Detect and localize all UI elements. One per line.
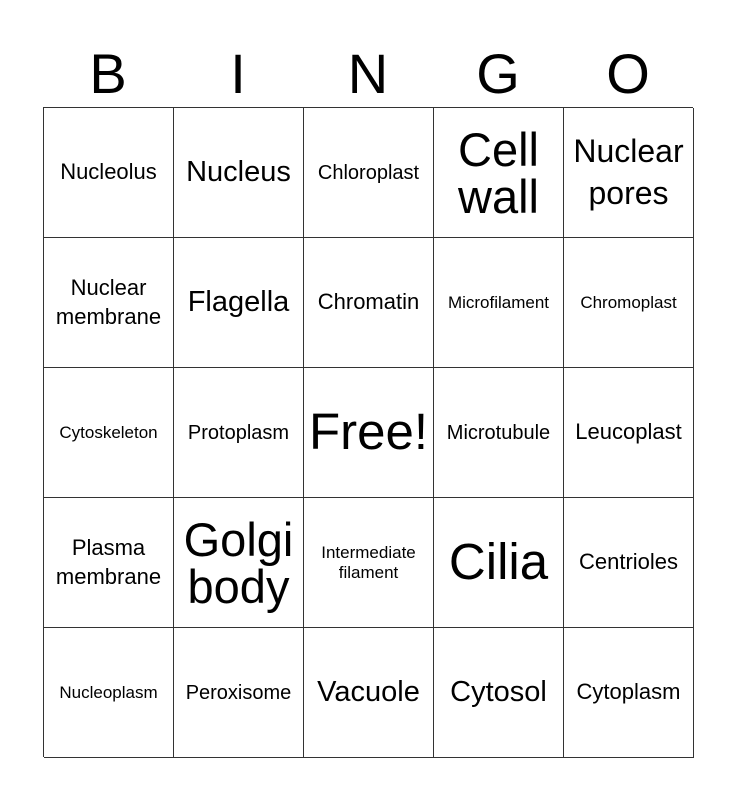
header-letter-b: B <box>89 42 127 105</box>
header-letter-n: N <box>347 42 389 105</box>
bingo-cell[interactable]: Nuclear membrane <box>44 238 174 368</box>
bingo-cell[interactable]: Microfilament <box>434 238 564 368</box>
bingo-cell[interactable]: Intermediate filament <box>304 498 434 628</box>
free-space-cell[interactable]: Free! <box>304 368 434 498</box>
bingo-cell[interactable]: Centrioles <box>564 498 694 628</box>
bingo-cell[interactable]: Microtubule <box>434 368 564 498</box>
bingo-cell[interactable]: Vacuole <box>304 628 434 758</box>
bingo-cell[interactable]: Cytoplasm <box>564 628 694 758</box>
bingo-header <box>43 40 693 108</box>
header-letter-i: I <box>230 42 246 105</box>
bingo-cell[interactable]: Nucleus <box>174 108 304 238</box>
bingo-cell[interactable]: Chromatin <box>304 238 434 368</box>
bingo-cell[interactable]: Nucleolus <box>44 108 174 238</box>
bingo-cell[interactable]: Cilia <box>434 498 564 628</box>
header-letter-o: O <box>606 42 650 105</box>
header-letter-g: G <box>476 42 520 105</box>
bingo-cell[interactable]: Cytosol <box>434 628 564 758</box>
bingo-cell[interactable]: Leucoplast <box>564 368 694 498</box>
bingo-cell[interactable]: Nucleoplasm <box>44 628 174 758</box>
bingo-cell[interactable]: Cytoskeleton <box>44 368 174 498</box>
bingo-cell[interactable]: Golgi body <box>174 498 304 628</box>
bingo-cell[interactable]: Protoplasm <box>174 368 304 498</box>
bingo-cell[interactable]: Chloroplast <box>304 108 434 238</box>
bingo-board <box>43 107 693 757</box>
bingo-cell[interactable]: Cell wall <box>434 108 564 238</box>
bingo-cell[interactable]: Peroxisome <box>174 628 304 758</box>
bingo-cell[interactable]: Chromoplast <box>564 238 694 368</box>
bingo-cell[interactable]: Plasma membrane <box>44 498 174 628</box>
bingo-cell[interactable]: Nuclear pores <box>564 108 694 238</box>
bingo-cell[interactable]: Flagella <box>174 238 304 368</box>
